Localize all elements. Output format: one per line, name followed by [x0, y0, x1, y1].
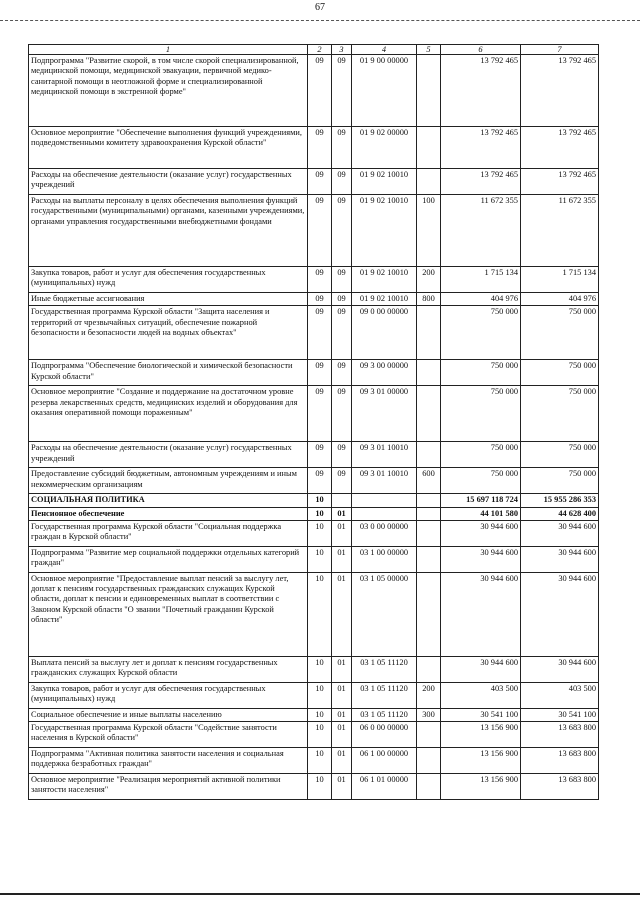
subsection-code [332, 494, 352, 507]
row-name: Государственная программа Курской области "Социальная поддержка граждан в Курской области" [29, 520, 308, 546]
section-code: 09 [308, 267, 332, 293]
expense-type-code: 600 [417, 468, 441, 494]
subsection-code: 09 [332, 55, 352, 127]
target-article-code: 03 1 05 11120 [352, 682, 417, 708]
target-article-code: 03 0 00 00000 [352, 520, 417, 546]
row-name: Расходы на обеспечение деятельности (оказание услуг) государственных учреждений [29, 169, 308, 195]
column-header: 6 [441, 45, 521, 55]
target-article-code: 03 1 00 00000 [352, 546, 417, 572]
column-header: 5 [417, 45, 441, 55]
section-code: 09 [308, 442, 332, 468]
row-name: Закупка товаров, работ и услуг для обеспечения государственных (муниципальных) нужд [29, 682, 308, 708]
row-name: Предоставление субсидий бюджетным, автономным учреждениям и иным некоммерческим организациям [29, 468, 308, 494]
amount-year-2: 750 000 [521, 386, 599, 442]
column-header: 3 [332, 45, 352, 55]
subsection-code: 09 [332, 360, 352, 386]
expense-type-code [417, 572, 441, 656]
row-name: Основное мероприятие "Обеспечение выполнения функций учреждениями, подведомственными комитету здравоохранения Курской области" [29, 127, 308, 169]
expense-type-code [417, 442, 441, 468]
amount-year-2: 13 683 800 [521, 722, 599, 748]
amount-year-2: 404 976 [521, 293, 599, 306]
bottom-rule [0, 893, 640, 895]
section-code: 09 [308, 360, 332, 386]
table-row [29, 748, 599, 774]
amount-year-1: 750 000 [441, 468, 521, 494]
table-row [29, 682, 599, 708]
section-code: 09 [308, 306, 332, 360]
target-article-code: 09 3 00 00000 [352, 360, 417, 386]
section-code: 09 [308, 195, 332, 267]
expense-type-code [417, 306, 441, 360]
column-header-row [29, 45, 599, 55]
subsection-code: 09 [332, 293, 352, 306]
target-article-code: 01 9 00 00000 [352, 55, 417, 127]
row-name: Государственная программа Курской области "Содействие занятости населения в Курской области" [29, 722, 308, 748]
section-code: 09 [308, 55, 332, 127]
amount-year-1: 30 944 600 [441, 546, 521, 572]
section-code: 09 [308, 293, 332, 306]
table-row [29, 386, 599, 442]
table-row [29, 267, 599, 293]
row-name: Подпрограмма "Обеспечение биологической и химической безопасности Курской области" [29, 360, 308, 386]
subsection-code: 09 [332, 169, 352, 195]
expense-type-code: 100 [417, 195, 441, 267]
amount-year-1: 13 792 465 [441, 169, 521, 195]
table-row [29, 572, 599, 656]
amount-year-2: 30 944 600 [521, 520, 599, 546]
target-article-code: 01 9 02 00000 [352, 127, 417, 169]
amount-year-1: 13 156 900 [441, 748, 521, 774]
subsection-code: 01 [332, 682, 352, 708]
row-name: Основное мероприятие "Предоставление выплат пенсий за выслугу лет, доплат к пенсиям государственных гражданских служащих Курской области, доплат к пенсии и единовременных выплат в соответствии с Законом Курской области "О звании "Почетный гражданин Курской области" [29, 572, 308, 656]
amount-year-2: 403 500 [521, 682, 599, 708]
expense-type-code [417, 169, 441, 195]
table-row [29, 546, 599, 572]
section-code: 10 [308, 520, 332, 546]
row-name: Расходы на обеспечение деятельности (оказание услуг) государственных учреждений [29, 442, 308, 468]
row-name: Основное мероприятие "Создание и поддержание на достаточном уровне резерва лекарственных средств, медицинских изделий и оборудования для оказания оперативной помощи пораженным" [29, 386, 308, 442]
amount-year-2: 13 683 800 [521, 748, 599, 774]
amount-year-2: 30 944 600 [521, 572, 599, 656]
expense-type-code [417, 386, 441, 442]
table-row [29, 195, 599, 267]
row-name: Государственная программа Курской области "Защита населения и территорий от чрезвычайных ситуаций, обеспечение пожарной безопасности и безопасности людей на водных объектах" [29, 306, 308, 360]
subsection-code: 01 [332, 774, 352, 800]
table-row [29, 468, 599, 494]
expense-type-code: 200 [417, 682, 441, 708]
section-code: 10 [308, 546, 332, 572]
subsection-code: 01 [332, 520, 352, 546]
amount-year-1: 13 156 900 [441, 722, 521, 748]
amount-year-2: 13 792 465 [521, 127, 599, 169]
target-article-code: 01 9 02 10010 [352, 195, 417, 267]
amount-year-1: 11 672 355 [441, 195, 521, 267]
table-row [29, 774, 599, 800]
target-article-code: 01 9 02 10010 [352, 169, 417, 195]
amount-year-2: 750 000 [521, 360, 599, 386]
amount-year-2: 750 000 [521, 306, 599, 360]
section-code: 09 [308, 468, 332, 494]
amount-year-1: 15 697 118 724 [441, 494, 521, 507]
row-name: Пенсионное обеспечение [29, 507, 308, 520]
subsection-code: 01 [332, 507, 352, 520]
target-article-code: 09 3 01 10010 [352, 468, 417, 494]
expense-type-code [417, 507, 441, 520]
expense-type-code [417, 127, 441, 169]
target-article-code: 03 1 05 11120 [352, 708, 417, 721]
target-article-code: 01 9 02 10010 [352, 267, 417, 293]
expense-type-code [417, 722, 441, 748]
row-name: СОЦИАЛЬНАЯ ПОЛИТИКА [29, 494, 308, 507]
row-name: Социальное обеспечение и иные выплаты населению [29, 708, 308, 721]
target-article-code: 09 0 00 00000 [352, 306, 417, 360]
row-name: Подпрограмма "Активная политика занятости населения и социальная поддержка безработных граждан" [29, 748, 308, 774]
subsection-code: 09 [332, 195, 352, 267]
amount-year-2: 15 955 286 353 [521, 494, 599, 507]
section-code: 10 [308, 572, 332, 656]
target-article-code: 09 3 01 00000 [352, 386, 417, 442]
amount-year-1: 403 500 [441, 682, 521, 708]
amount-year-1: 13 792 465 [441, 55, 521, 127]
table-row [29, 55, 599, 127]
column-header: 1 [29, 45, 308, 55]
section-code: 09 [308, 169, 332, 195]
row-name: Расходы на выплаты персоналу в целях обеспечения выполнения функций государственными (муниципальными) органами, казенными учреждениями, органами управления государственными внебюджетными фондами [29, 195, 308, 267]
section-code: 10 [308, 708, 332, 721]
row-name: Подпрограмма "Развитие скорой, в том числе скорой специализированной, медицинской помощи, медицинской эвакуации, первичной медико-санитарной помощи в неотложной форме и специализированной медицинской помощи в экстренной форме" [29, 55, 308, 127]
target-article-code: 06 0 00 00000 [352, 722, 417, 748]
table-row [29, 127, 599, 169]
expense-type-code [417, 656, 441, 682]
table-row [29, 708, 599, 721]
table-row [29, 169, 599, 195]
row-name: Выплата пенсий за выслугу лет и доплат к пенсиям государственных гражданских служащих Курской области [29, 656, 308, 682]
row-name: Подпрограмма "Развитие мер социальной поддержки отдельных категорий граждан" [29, 546, 308, 572]
expense-type-code [417, 748, 441, 774]
column-header: 4 [352, 45, 417, 55]
target-article-code: 09 3 01 10010 [352, 442, 417, 468]
amount-year-2: 1 715 134 [521, 267, 599, 293]
subsection-code: 01 [332, 572, 352, 656]
column-header: 2 [308, 45, 332, 55]
amount-year-1: 13 792 465 [441, 127, 521, 169]
amount-year-2: 13 792 465 [521, 169, 599, 195]
expense-type-code [417, 494, 441, 507]
expense-type-code [417, 546, 441, 572]
row-name: Иные бюджетные ассигнования [29, 293, 308, 306]
amount-year-2: 13 683 800 [521, 774, 599, 800]
amount-year-1: 750 000 [441, 442, 521, 468]
section-code: 10 [308, 494, 332, 507]
table-row [29, 494, 599, 507]
amount-year-1: 30 541 100 [441, 708, 521, 721]
section-code: 09 [308, 127, 332, 169]
section-code: 10 [308, 507, 332, 520]
amount-year-2: 750 000 [521, 442, 599, 468]
expense-type-code [417, 774, 441, 800]
expense-type-code [417, 520, 441, 546]
top-cut-line [0, 20, 640, 21]
amount-year-2: 44 628 400 [521, 507, 599, 520]
section-code: 10 [308, 682, 332, 708]
amount-year-2: 750 000 [521, 468, 599, 494]
expense-type-code: 300 [417, 708, 441, 721]
amount-year-1: 30 944 600 [441, 572, 521, 656]
amount-year-1: 30 944 600 [441, 520, 521, 546]
amount-year-1: 13 156 900 [441, 774, 521, 800]
amount-year-1: 30 944 600 [441, 656, 521, 682]
section-code: 10 [308, 722, 332, 748]
amount-year-1: 750 000 [441, 386, 521, 442]
amount-year-2: 30 944 600 [521, 656, 599, 682]
column-header: 7 [521, 45, 599, 55]
table-row [29, 306, 599, 360]
amount-year-1: 750 000 [441, 306, 521, 360]
section-code: 10 [308, 748, 332, 774]
table-row [29, 722, 599, 748]
subsection-code: 01 [332, 546, 352, 572]
target-article-code: 06 1 01 00000 [352, 774, 417, 800]
subsection-code: 01 [332, 722, 352, 748]
target-article-code [352, 507, 417, 520]
subsection-code: 01 [332, 656, 352, 682]
target-article-code: 06 1 00 00000 [352, 748, 417, 774]
table-row [29, 442, 599, 468]
expense-type-code [417, 360, 441, 386]
amount-year-2: 11 672 355 [521, 195, 599, 267]
subsection-code: 09 [332, 267, 352, 293]
subsection-code: 09 [332, 386, 352, 442]
row-name: Основное мероприятие "Реализация мероприятий активной политики занятости населения" [29, 774, 308, 800]
target-article-code: 03 1 05 11120 [352, 656, 417, 682]
target-article-code: 01 9 02 10010 [352, 293, 417, 306]
section-code: 10 [308, 774, 332, 800]
subsection-code: 09 [332, 468, 352, 494]
budget-table [28, 44, 599, 800]
amount-year-2: 30 541 100 [521, 708, 599, 721]
table-row [29, 520, 599, 546]
table-row [29, 293, 599, 306]
subsection-code: 09 [332, 306, 352, 360]
target-article-code [352, 494, 417, 507]
amount-year-2: 30 944 600 [521, 546, 599, 572]
row-name: Закупка товаров, работ и услуг для обеспечения государственных (муниципальных) нужд [29, 267, 308, 293]
table-row [29, 360, 599, 386]
amount-year-1: 404 976 [441, 293, 521, 306]
table-row [29, 656, 599, 682]
amount-year-1: 44 101 580 [441, 507, 521, 520]
amount-year-1: 750 000 [441, 360, 521, 386]
expense-type-code [417, 55, 441, 127]
subsection-code: 01 [332, 748, 352, 774]
subsection-code: 09 [332, 127, 352, 169]
section-code: 09 [308, 386, 332, 442]
amount-year-2: 13 792 465 [521, 55, 599, 127]
expense-type-code: 800 [417, 293, 441, 306]
section-code: 10 [308, 656, 332, 682]
expense-type-code: 200 [417, 267, 441, 293]
page-number: 67 [315, 2, 325, 13]
amount-year-1: 1 715 134 [441, 267, 521, 293]
subsection-code: 01 [332, 708, 352, 721]
subsection-code: 09 [332, 442, 352, 468]
table-row [29, 507, 599, 520]
target-article-code: 03 1 05 00000 [352, 572, 417, 656]
